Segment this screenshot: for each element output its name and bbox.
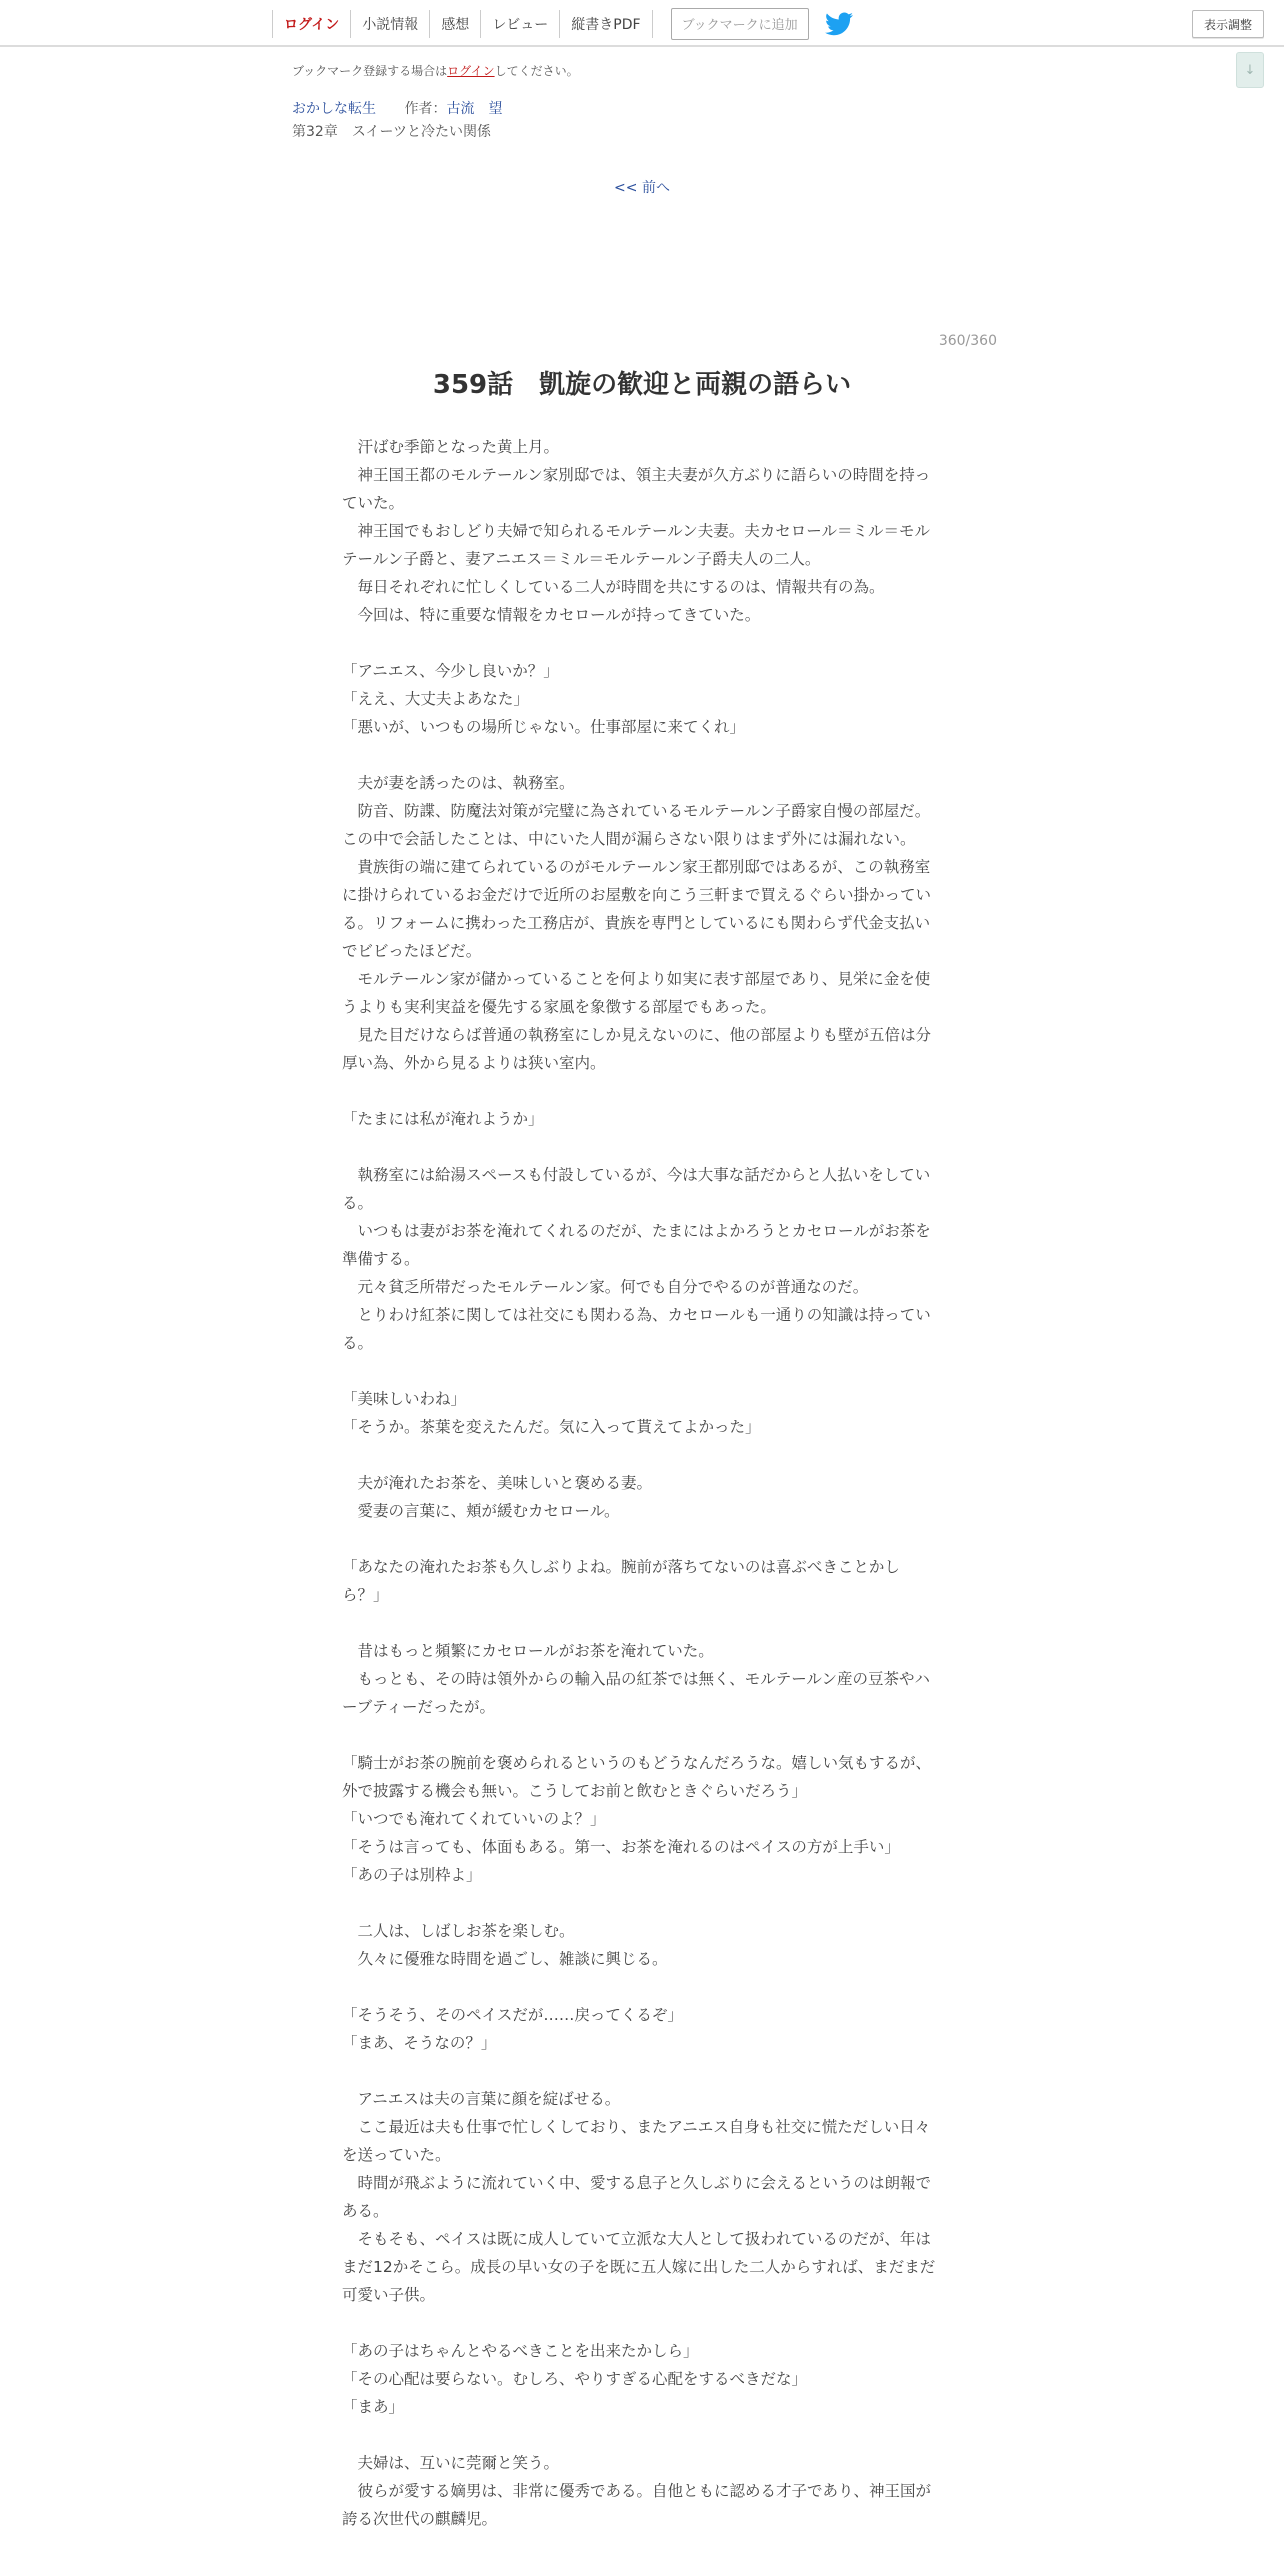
episode-title: 359話 凱旋の歓迎と両親の語らい bbox=[432, 370, 852, 400]
login-notice-suffix: してください。 bbox=[494, 64, 579, 78]
top-navigation-bar bbox=[0, 0, 1284, 47]
body-paragraph: 「ええ、大丈夫よあなた」 bbox=[342, 690, 529, 708]
body-paragraph: 夫が妻を誘ったのは、執務室。 bbox=[342, 774, 575, 792]
blank-line bbox=[342, 741, 936, 769]
blank-line bbox=[342, 1973, 936, 2001]
body-paragraph: 神王国王都のモルテールン家別邸では、領主夫妻が久方ぶりに語らいの時間を持っていた。 bbox=[342, 466, 931, 512]
blank-line bbox=[342, 629, 936, 657]
body-paragraph: 「騎士がお茶の腕前を褒められるというのもどうなんだろうな。嬉しい気もするが、外で披露する機会も無い。こうしてお前と飲むときぐらいだろう」 bbox=[342, 1754, 932, 1800]
body-paragraph: 元々貧乏所帯だったモルテールン家。何でも自分でやるのが普通なのだ。 bbox=[342, 1278, 869, 1296]
body-paragraph: モルテールン家が儲かっていることを何より如実に表す部屋であり、見栄に金を使うよりも実利実益を優先する家風を象徴する部屋でもあった。 bbox=[342, 970, 931, 1016]
body-paragraph: そもそも、ペイスは既に成人していて立派な大人として扱われているのだが、年はまだ12かそこら。成長の早い女の子を既に五人嫁に出した二人からすれば、まだまだ可愛い子供。 bbox=[342, 2230, 936, 2304]
body-paragraph: 「そうは言っても、体面もある。第一、お茶を淹れるのはペイスの方が上手い」 bbox=[342, 1838, 900, 1856]
nav-vertical-pdf[interactable]: 縦書きPDF bbox=[559, 10, 652, 38]
body-paragraph: 昔はもっと頻繁にカセロールがお茶を淹れていた。 bbox=[342, 1642, 714, 1660]
body-paragraph: アニエスは夫の言葉に顔を綻ばせる。 bbox=[342, 2090, 621, 2108]
body-paragraph: 防音、防諜、防魔法対策が完璧に為されているモルテールン子爵家自慢の部屋だ。この中で会話したことは、中にいた人間が漏らさない限りはまず外には漏れない。 bbox=[342, 802, 931, 848]
body-paragraph: 「あの子はちゃんとやるべきことを出来たかしら」 bbox=[342, 2342, 699, 2360]
author-link[interactable]: 古流 望 bbox=[446, 101, 503, 117]
blank-line bbox=[342, 1441, 936, 1469]
page-count: 360/360 bbox=[938, 333, 997, 349]
nav-review[interactable]: レビュー bbox=[480, 10, 559, 38]
body-paragraph: 「そうそう、そのペイスだが……戻ってくるぞ」 bbox=[342, 2006, 683, 2024]
nav-login[interactable]: ログイン bbox=[272, 10, 350, 38]
body-paragraph: 「まあ、そうなの？」 bbox=[342, 2034, 497, 2052]
novel-title-link[interactable]: おかしな転生 bbox=[292, 101, 376, 117]
blank-line bbox=[342, 1609, 936, 1637]
arrow-down-icon: ↓ bbox=[1244, 62, 1256, 78]
blank-line bbox=[342, 1357, 936, 1385]
blank-line bbox=[342, 1721, 936, 1749]
body-paragraph: 執務室には給湯スペースも付設しているが、今は大事な話だからと人払いをしている。 bbox=[342, 1166, 931, 1212]
add-bookmark-button[interactable]: ブックマークに追加 bbox=[671, 8, 809, 40]
body-paragraph: 今回は、特に重要な情報をカセロールが持ってきていた。 bbox=[342, 606, 761, 624]
nav-novel-info[interactable]: 小説情報 bbox=[350, 10, 429, 38]
blank-line bbox=[342, 1525, 936, 1553]
body-paragraph: 汗ばむ季節となった黄上月。 bbox=[342, 438, 560, 456]
blank-line bbox=[342, 1077, 936, 1105]
login-notice-prefix: ブックマーク登録する場合は bbox=[292, 64, 448, 78]
body-paragraph: 愛妻の言葉に、頬が緩むカセロール。 bbox=[342, 1502, 620, 1520]
nav-impressions[interactable]: 感想 bbox=[429, 10, 480, 38]
body-paragraph: 「いつでも淹れてくれていいのよ？」 bbox=[342, 1810, 606, 1828]
body-paragraph: 貴族街の端に建てられているのがモルテールン家王都別邸ではあるが、この執務室に掛けられているお金だけで近所のお屋敷を向こう三軒まで買えるぐらい掛かっている。リフォームに携わった工務店が、貴族を専門としているにも関わらず代金支払いでビビったほどだ。 bbox=[342, 858, 932, 960]
blank-line bbox=[342, 2057, 936, 2085]
pager-prev bbox=[0, 177, 1284, 197]
body-paragraph: 毎日それぞれに忙しくしている二人が時間を共にするのは、情報共有の為。 bbox=[342, 578, 885, 596]
body-paragraph: 彼らが愛する嫡男は、非常に優秀である。自他ともに認める才子であり、神王国が誇る次世代の麒麟児。 bbox=[342, 2482, 932, 2528]
body-paragraph: 夫が淹れたお茶を、美味しいと褒める妻。 bbox=[342, 1474, 653, 1492]
blank-line bbox=[342, 1133, 936, 1161]
chapter-title: 第32章 スイーツと冷たい関係 bbox=[292, 124, 491, 140]
novel-meta bbox=[292, 98, 502, 118]
body-paragraph: 「まあ」 bbox=[342, 2398, 405, 2416]
twitter-bird-icon[interactable] bbox=[825, 12, 853, 36]
body-paragraph: 「アニエス、今少し良いか？」 bbox=[342, 662, 559, 680]
body-paragraph: とりわけ紅茶に関しては社交にも関わる為、カセロールも一通りの知識は持っている。 bbox=[342, 1306, 931, 1352]
login-notice-link[interactable]: ログイン bbox=[447, 64, 495, 78]
body-paragraph: 時間が飛ぶように流れていく中、愛する息子と久しぶりに会えるというのは朗報である。 bbox=[342, 2174, 932, 2220]
blank-line bbox=[342, 1889, 936, 1917]
body-paragraph: 「その心配は要らない。むしろ、やりすぎる心配をするべきだな」 bbox=[342, 2370, 808, 2388]
prev-page-link[interactable]: << 前へ bbox=[614, 180, 670, 196]
body-paragraph: 「美味しいわね」 bbox=[342, 1390, 467, 1408]
blank-line bbox=[342, 2421, 936, 2449]
body-paragraph: 神王国でもおしどり夫婦で知られるモルテールン夫妻。夫カセロール＝ミル＝モルテールン子爵と、妻アニエス＝ミル＝モルテールン子爵夫人の二人。 bbox=[342, 522, 930, 568]
body-paragraph: ここ最近は夫も仕事で忙しくしており、またアニエス自身も社交に慌ただしい日々を送っていた。 bbox=[342, 2118, 931, 2164]
nav-menu bbox=[272, 0, 853, 47]
login-notice bbox=[292, 62, 579, 79]
blank-line bbox=[342, 2309, 936, 2337]
body-paragraph: 二人は、しばしお茶を楽しむ。 bbox=[342, 1922, 575, 1940]
body-paragraph: 「たまには私が淹れようか」 bbox=[342, 1110, 544, 1128]
body-paragraph: 「あの子は別枠よ」 bbox=[342, 1866, 482, 1884]
body-paragraph: もっとも、その時は領外からの輸入品の紅茶では無く、モルテールン産の豆茶やハーブティーだったが。 bbox=[342, 1670, 930, 1716]
body-paragraph: 「悪いが、いつもの場所じゃない。仕事部屋に来てくれ」 bbox=[342, 718, 746, 736]
body-paragraph: 見た目だけならば普通の執務室にしか見えないのに、他の部屋よりも壁が五倍は分厚い為、外から見るよりは狭い室内。 bbox=[342, 1026, 932, 1072]
body-paragraph: いつもは妻がお茶を淹れてくれるのだが、たまにはよかろうとカセロールがお茶を準備する。 bbox=[342, 1222, 931, 1268]
author-label: 作者： bbox=[404, 101, 447, 117]
body-paragraph: 夫婦は、互いに莞爾と笑う。 bbox=[342, 2454, 560, 2472]
body-paragraph: 「そうか。茶葉を変えたんだ。気に入って貰えてよかった」 bbox=[342, 1418, 761, 1436]
episode-body bbox=[342, 433, 936, 2533]
display-settings-button[interactable]: 表示調整 bbox=[1192, 10, 1264, 38]
body-paragraph: 「あなたの淹れたお茶も久しぶりよね。腕前が落ちてないのは喜ぶべきことかしら？」 bbox=[342, 1558, 900, 1604]
body-paragraph: 久々に優雅な時間を過ごし、雑談に興じる。 bbox=[342, 1950, 668, 1968]
scroll-down-button[interactable] bbox=[1236, 52, 1264, 88]
